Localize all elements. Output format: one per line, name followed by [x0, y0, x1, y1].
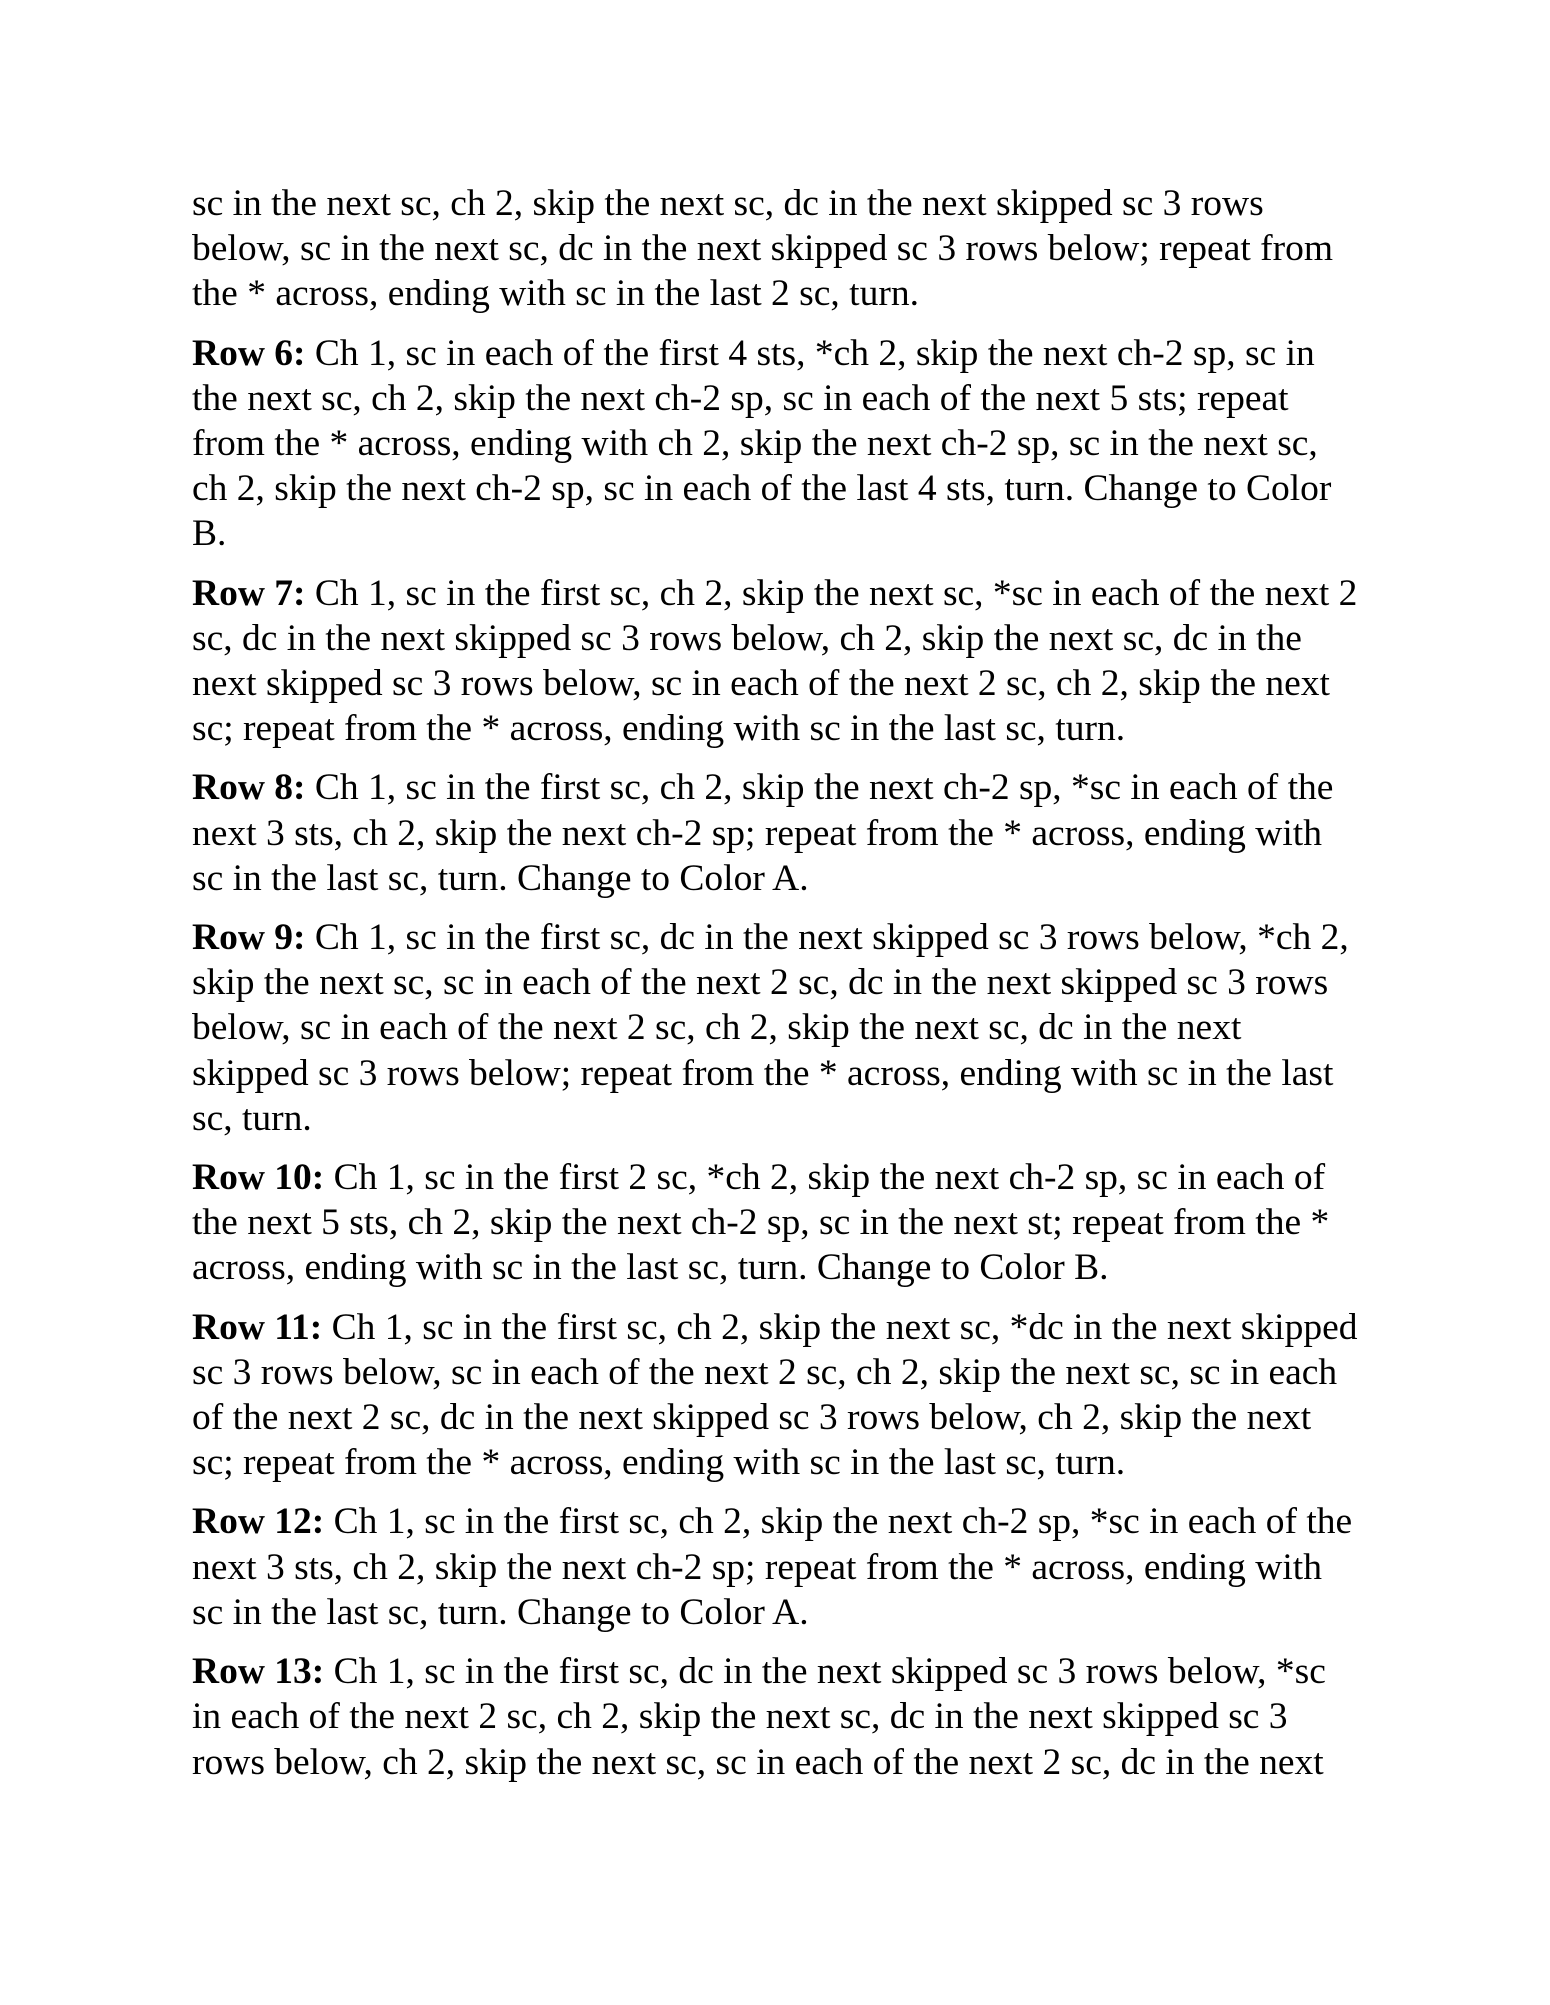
row-7-label: Row 7: [192, 572, 306, 614]
row-10-paragraph [192, 1155, 1362, 1291]
row-9-paragraph [192, 915, 1362, 1141]
row-10-text: Ch 1, sc in the first 2 sc, *ch 2, skip the next ch-2 sp, sc in each of the next 5 sts, ch 2, skip the next ch-2 sp, sc in the next st; repeat from the * across, ending with sc in the last sc, turn. Change to Color B. [192, 1157, 1330, 1289]
row-11-label: Row 11: [192, 1306, 323, 1348]
row-12-label: Row 12: [192, 1501, 325, 1543]
row-13-text: Ch 1, sc in the first sc, dc in the next skipped sc 3 rows below, *sc in each of the next 2 sc, ch 2, skip the next sc, dc in the next skipped sc 3 rows below, ch 2, skip the next sc, sc in each of the next 2 sc, dc in the next [192, 1651, 1326, 1783]
row-9-label: Row 9: [192, 917, 306, 959]
row-13-label: Row 13: [192, 1651, 325, 1693]
document-body [192, 181, 1362, 1799]
row-7-text: Ch 1, sc in the first sc, ch 2, skip the next sc, *sc in each of the next 2 sc, dc in the next skipped sc 3 rows below, ch 2, skip the next sc, dc in the next skipped sc 3 rows below, sc in each of the next 2 sc, ch 2, skip the next sc; repeat from the * across, ending with sc in the last sc, turn. [192, 572, 1358, 750]
row-9-text: Ch 1, sc in the first sc, dc in the next skipped sc 3 rows below, *ch 2, skip the next sc, sc in each of the next 2 sc, dc in the next skipped sc 3 rows below, sc in each of the next 2 sc, ch 2, skip the next sc, dc in the next skipped sc 3 rows below; repeat from the * across, ending with sc in the last sc, turn. [192, 917, 1349, 1139]
continuation-text: sc in the next sc, ch 2, skip the next sc, dc in the next skipped sc 3 rows below, sc in the next sc, dc in the next skipped sc 3 rows below; repeat from the * across, ending with sc in the last 2 sc, turn. [192, 183, 1334, 315]
row-6-text: Ch 1, sc in each of the first 4 sts, *ch 2, skip the next ch-2 sp, sc in the next sc, ch 2, skip the next ch-2 sp, sc in each of the next 5 sts; repeat from the * across, ending with ch 2, skip the next ch-2 sp, sc in the next sc, ch 2, skip the next ch-2 sp, sc in each of the last 4 sts, turn. Change to Color B. [192, 332, 1332, 555]
row-10-label: Row 10: [192, 1157, 325, 1199]
row-6-label: Row 6: [192, 332, 306, 374]
row-12-paragraph [192, 1499, 1362, 1635]
row-8-label: Row 8: [192, 767, 306, 809]
row-13-paragraph [192, 1649, 1362, 1785]
row-11-text: Ch 1, sc in the first sc, ch 2, skip the next sc, *dc in the next skipped sc 3 rows below, sc in each of the next 2 sc, ch 2, skip the next sc, sc in each of the next 2 sc, dc in the next skipped sc 3 rows below, ch 2, skip the next sc; repeat from the * across, ending with sc in the last sc, turn. [192, 1306, 1358, 1484]
row-7-paragraph [192, 571, 1362, 752]
row-6-paragraph [192, 331, 1362, 557]
row-11-paragraph [192, 1305, 1362, 1486]
continuation-paragraph [192, 181, 1362, 317]
row-8-text: Ch 1, sc in the first sc, ch 2, skip the next ch-2 sp, *sc in each of the next 3 sts, ch 2, skip the next ch-2 sp; repeat from the * across, ending with sc in the last sc, turn. Change to Color A. [192, 767, 1334, 899]
row-8-paragraph [192, 765, 1362, 901]
row-12-text: Ch 1, sc in the first sc, ch 2, skip the next ch-2 sp, *sc in each of the next 3 sts, ch 2, skip the next ch-2 sp; repeat from the * across, ending with sc in the last sc, turn. Change to Color A. [192, 1501, 1353, 1633]
